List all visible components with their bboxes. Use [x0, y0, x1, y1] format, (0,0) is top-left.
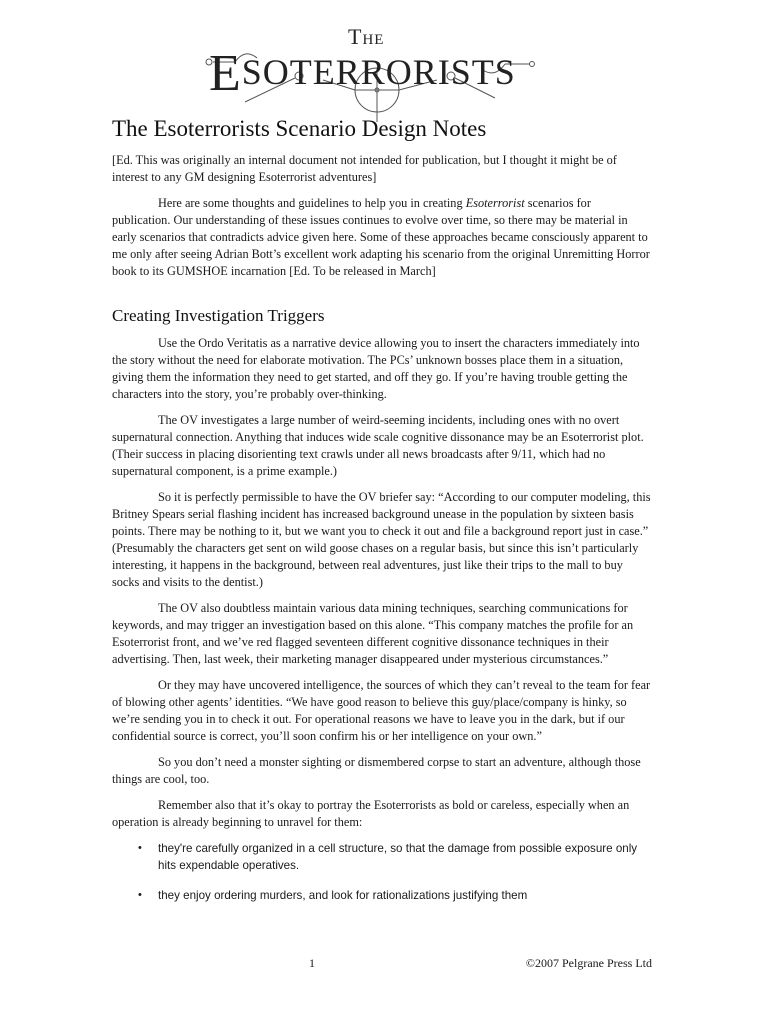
bullet-item: • they're carefully organized in a cell structure, so that the damage from possible exposure only hits expendable operatives. — [138, 842, 638, 872]
logo-initial: E — [209, 45, 242, 102]
intro-paragraph: Here are some thoughts and guidelines to help you in creating Esoterrorist scenarios for publication. Our understanding of these issues continues to evolve over time, so there may be material in early scenarios that contradicts advice given here. Some of these approaches became consciously apparent to me only after seeing Adrian Bott’s excellent work adapting his scenario from the original Unremitting Horror book to its GUMSHOE incarnation [Ed. To be released in March] — [112, 196, 650, 278]
copyright-notice: ©2007 Pelgrane Press Ltd — [525, 956, 652, 970]
bullet-icon: • — [138, 842, 142, 854]
esoterrorist-emphasis: Esoterrorist — [465, 196, 525, 210]
document-title: The Esoterrorists Scenario Design Notes — [112, 116, 487, 141]
logo-wordmark — [209, 44, 539, 103]
paragraph: Remember also that it’s okay to portray the Esoterrorists as bold or careless, especially when an operation is already beginning to unravel for them: — [112, 798, 630, 829]
paragraph: So it is perfectly permissible to have the OV briefer say: “According to our computer modeling, this Britney Spears serial flashing incident has increased background unease in the population by sixteen basis points. There may be nothing to it, but we want you to check it out and file a background report just in case.” (Presumably the characters get sent on wild goose chases on a regular basis, but since this isn’t particularly interesting, it happens in the background, between real adventures, just like their trips to the mall to buy socks and visits to the dentist.) — [112, 490, 651, 589]
paragraph: The OV investigates a large number of weird-seeming incidents, including ones with no overt supernatural connection. Anything that induces wide scale cognitive dissonance may be an Esoterrorist plot. (Their success in placing disorienting text crawls under all news broadcasts after 9/11, which had no supernatural component, is a prime example.) — [112, 413, 644, 478]
logo-the-text: The — [348, 24, 385, 49]
page-number: 1 — [309, 956, 315, 970]
bullet-icon: • — [138, 889, 142, 901]
paragraph: Use the Ordo Veritatis as a narrative device allowing you to insert the characters immediately into the story without the need for elaborate motivation. The PCs’ unknown bosses place them in a situation, giving them the information they need to get started, and off they go. If you’re having trouble getting the characters into the story, you’re probably over-thinking. — [112, 336, 640, 401]
bullet-item: • they enjoy ordering murders, and look for rationalizations justifying them — [138, 889, 528, 902]
bullet-list — [112, 840, 652, 904]
esoterrorists-logo — [205, 18, 535, 126]
section-heading: Creating Investigation Triggers — [112, 306, 325, 325]
logo-word-rest: SOTERRORISTS — [241, 52, 516, 92]
paragraph: Or they may have uncovered intelligence, the sources of which they can’t reveal to the team for fear of blowing other agents’ identities. “We have good reason to believe this guy/place/company is hinky, so we’re sending you in to check it out. For operational reasons we have to leave you in the dark, but if our confidential source is correct, you’ll soon confirm his or her intelligence on your own.” — [112, 678, 651, 743]
paragraph: So you don’t need a monster sighting or dismembered corpse to start an adventure, although those things are cool, too. — [112, 755, 641, 786]
document-body — [112, 116, 652, 917]
paragraph: The OV also doubtless maintain various data mining techniques, searching communications for keywords, and may trigger an investigation based on this alone. “This company matches the profile for an Esoterrorist front, and we’ve red flagged seventeen different cognitive dissonance techniques in their advertising. Then, last week, their marketing manager disappeared under mysterious circumstances.” — [112, 601, 634, 666]
editor-note: [Ed. This was originally an internal document not intended for publication, but I thought it might be of interest to any GM designing Esoterrorist adventures] — [112, 153, 617, 184]
